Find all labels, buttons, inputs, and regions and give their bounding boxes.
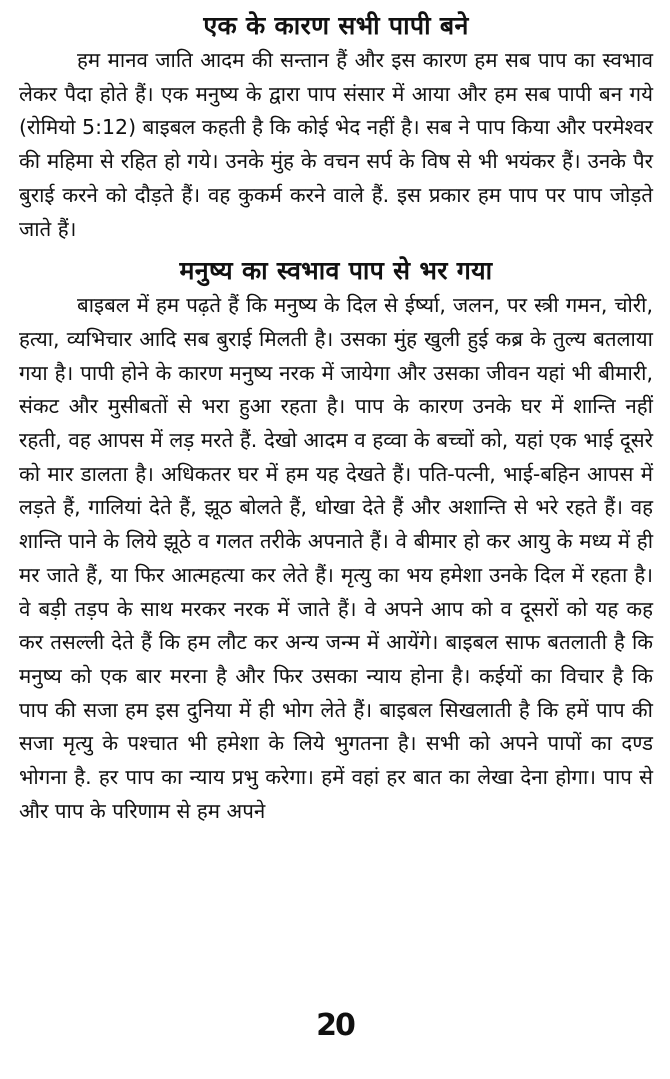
section-paragraph-2: बाइबल में हम पढ़ते हैं कि मनुष्य के दिल से ईर्ष्या, जलन, पर स्त्री गमन, चोरी, हत्या, व्यभिचार आदि सब बुराई मिलती है। उसका मुंह खुली हुई कब्र के तुल्य बतलाया गया है। पापी होने के कारण मनुष्य नरक में जायेगा और उसका जीवन यहां भी बीमारी, संकट और मुसीबतों से भरा हुआ रहता है। पाप के कारण उनके घर में शान्ति नहीं रहती, वह आपस में लड़ मरते हैं. देखो आदम व हव्वा के बच्चों को, यहां एक भाई दूसरे को मार डालता है। अधिकतर घर में हम यह देखते हैं। पति-पत्नी, भाई-बहिन आपस में लड़ते हैं, गालियां देते हैं, झूठ बोलते हैं, धोखा देते हैं और अशान्ति से भरे रहते हैं। वह शान्ति पाने के लिये झूठे व गलत तरीके अपनाते हैं। वे बीमार हो कर आयु के मध्य में ही मर जाते हैं, या फिर आत्महत्या कर लेते हैं। मृत्यु का भय हमेशा उनके दिल में रहता है। वे बड़ी तड़प के साथ मरकर नरक में जाते हैं। वे अपने आप को व दूसरों को यह कह कर तसल्ली देते हैं कि हम लौट कर अन्य जन्म में आयेंगे। बाइबल साफ बतलाती है कि मनुष्य को एक बार मरना है और फिर उसका न्याय होना है। कईयों का विचार है कि पाप की सजा हम इस दुनिया में ही भोग लेते हैं। बाइबल सिखलाती है कि हमें पाप की सजा मृत्यु के पश्चात भी हमेशा के लिये भुगतना है। सभी को अपने पापों का दण्ड भोगना है. हर पाप का न्याय प्रभु करेगा। हमें वहां हर बात का लेखा देना होगा। पाप से और पाप के परिणाम से हम अपने <box>19 293 653 823</box>
section-paragraph-1: हम मानव जाति आदम की सन्तान हैं और इस कारण हम सब पाप का स्वभाव लेकर पैदा होते हैं। एक मनुष्य के द्वारा पाप संसार में आया और हम सब पापी बन गये (रोमियो 5:12) बाइबल कहती है कि कोई भेद नहीं है। सब ने पाप किया और परमेश्वर की महिमा से रहित हो गये। उनके मुंह के वचन सर्प के विष से भी भयंकर हैं। उनके पैर बुराई करने को दौड़ते हैं। वह कुकर्म करने वाले हैं. इस प्रकार हम पाप पर पाप जोड़ते जाते हैं। <box>19 48 653 241</box>
section-heading-1: एक के कारण सभी पापी बने <box>203 11 469 40</box>
section-heading-2: मनुष्य का स्वभाव पाप से भर गया <box>179 256 493 286</box>
page-number: 20 <box>316 1008 354 1043</box>
